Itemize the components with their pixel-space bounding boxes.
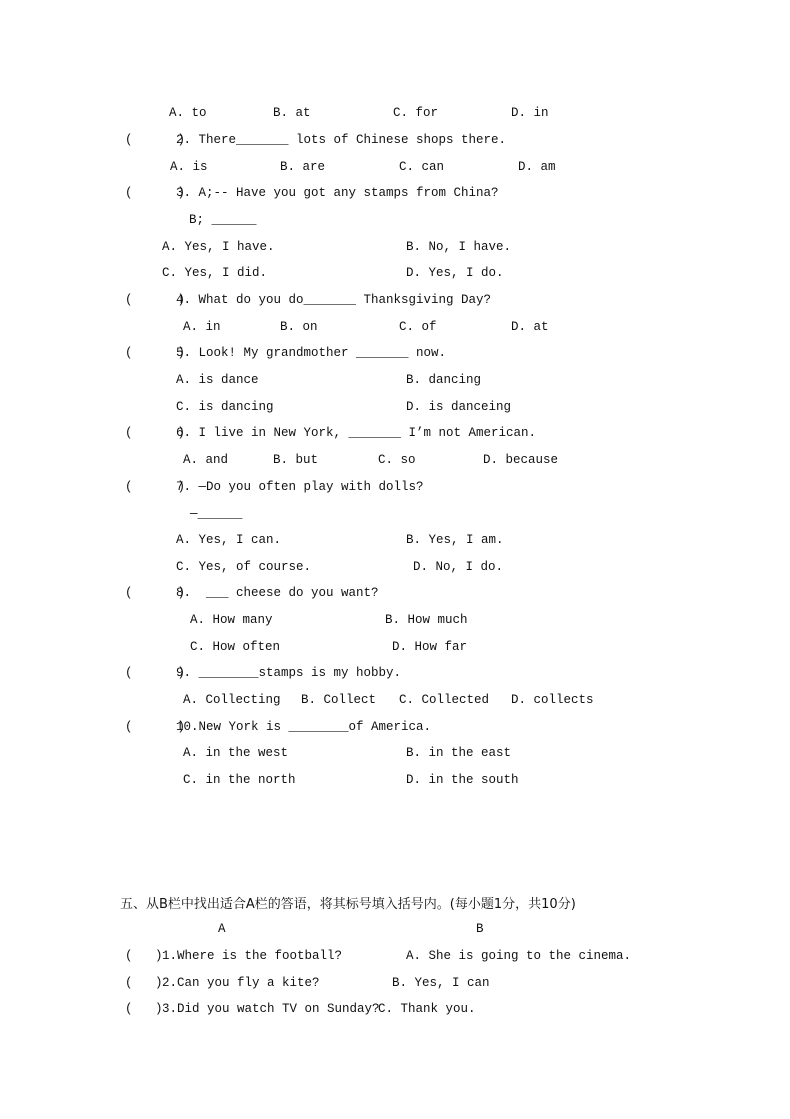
q7-option-b: B. Yes, I am. <box>406 533 504 547</box>
q4-option-c: C. of <box>399 320 437 334</box>
section5-row1-paren[interactable]: ( ) <box>125 949 163 963</box>
q3-option-b: B. No, I have. <box>406 240 512 254</box>
q1-option-b: B. at <box>273 106 311 120</box>
q10-option-d: D. in the south <box>406 773 519 787</box>
q2-option-b: B. are <box>280 160 326 174</box>
q8-stem: 8. ___ cheese do you want? <box>176 586 379 600</box>
q5-option-c: C. is dancing <box>176 400 274 414</box>
section5-row3-a: 3.Did you watch TV on Sunday? <box>162 1002 380 1016</box>
q5-option-b: B. dancing <box>406 373 482 387</box>
q8-answer-paren[interactable]: ( ) <box>125 586 186 600</box>
section5-row3-b: C. Thank you. <box>378 1002 476 1016</box>
q2-option-d: D. am <box>518 160 556 174</box>
q10-option-a: A. in the west <box>183 746 289 760</box>
q2-answer-paren[interactable]: ( ) <box>125 133 186 147</box>
q6-option-d: D. because <box>483 453 559 467</box>
q10-answer-paren[interactable]: ( ) <box>125 720 186 734</box>
q6-option-c: C. so <box>378 453 416 467</box>
q4-stem: 4. What do you do_______ Thanksgiving Day? <box>176 293 492 307</box>
q6-option-a: A. and <box>183 453 229 467</box>
q2-stem: 2. There_______ lots of Chinese shops there. <box>176 133 507 147</box>
q10-option-c: C. in the north <box>183 773 296 787</box>
section5-row2-b: B. Yes, I can <box>392 976 490 990</box>
q7-option-c: C. Yes, of course. <box>176 560 312 574</box>
q3-reply: B; ______ <box>189 213 257 227</box>
q4-answer-paren[interactable]: ( ) <box>125 293 186 307</box>
q6-answer-paren[interactable]: ( ) <box>125 426 186 440</box>
q9-stem: 9. ________stamps is my hobby. <box>176 666 402 680</box>
q3-answer-paren[interactable]: ( ) <box>125 186 186 200</box>
q10-option-b: B. in the east <box>406 746 512 760</box>
q7-stem: 7. —Do you often play with dolls? <box>176 480 424 494</box>
q7-reply: —______ <box>190 507 243 521</box>
section5-row3-paren[interactable]: ( ) <box>125 1002 163 1016</box>
section5-title: 五、从B栏中找出适合A栏的答语，将其标号填入括号内。(每小题1分，共10分) <box>120 897 576 912</box>
q8-option-c: C. How often <box>190 640 281 654</box>
q3-option-c: C. Yes, I did. <box>162 266 268 280</box>
q4-option-d: D. at <box>511 320 549 334</box>
section5-column-b-header: B <box>476 922 484 936</box>
section5-row1-a: 1.Where is the football? <box>162 949 343 963</box>
q1-option-d: D. in <box>511 106 549 120</box>
q4-option-b: B. on <box>280 320 318 334</box>
q5-stem: 5. Look! My grandmother _______ now. <box>176 346 447 360</box>
q9-option-d: D. collects <box>511 693 594 707</box>
section5-row1-b: A. She is going to the cinema. <box>406 949 632 963</box>
section5-column-a-header: A <box>218 922 226 936</box>
q9-option-a: A. Collecting <box>183 693 281 707</box>
q6-stem: 6. I live in New York, _______ I’m not American. <box>176 426 537 440</box>
q5-option-a: A. is dance <box>176 373 259 387</box>
q2-option-a: A. is <box>170 160 208 174</box>
q10-stem: 10.New York is ________of America. <box>176 720 432 734</box>
q9-option-b: B. Collect <box>301 693 377 707</box>
q4-option-a: A. in <box>183 320 221 334</box>
q3-stem: 3. A;-- Have you got any stamps from China? <box>176 186 499 200</box>
q1-option-c: C. for <box>393 106 439 120</box>
q7-option-d: D. No, I do. <box>413 560 504 574</box>
q3-option-a: A. Yes, I have. <box>162 240 275 254</box>
q5-option-d: D. is danceing <box>406 400 512 414</box>
q5-answer-paren[interactable]: ( ) <box>125 346 186 360</box>
q7-answer-paren[interactable]: ( ) <box>125 480 186 494</box>
section5-row2-paren[interactable]: ( ) <box>125 976 163 990</box>
q1-option-a: A. to <box>169 106 207 120</box>
section5-row2-a: 2.Can you fly a kite? <box>162 976 320 990</box>
q6-option-b: B. but <box>273 453 319 467</box>
q9-answer-paren[interactable]: ( ) <box>125 666 186 680</box>
q9-option-c: C. Collected <box>399 693 490 707</box>
q3-option-d: D. Yes, I do. <box>406 266 504 280</box>
q8-option-a: A. How many <box>190 613 273 627</box>
q8-option-d: D. How far <box>392 640 468 654</box>
q2-option-c: C. can <box>399 160 445 174</box>
q8-option-b: B. How much <box>385 613 468 627</box>
q7-option-a: A. Yes, I can. <box>176 533 282 547</box>
